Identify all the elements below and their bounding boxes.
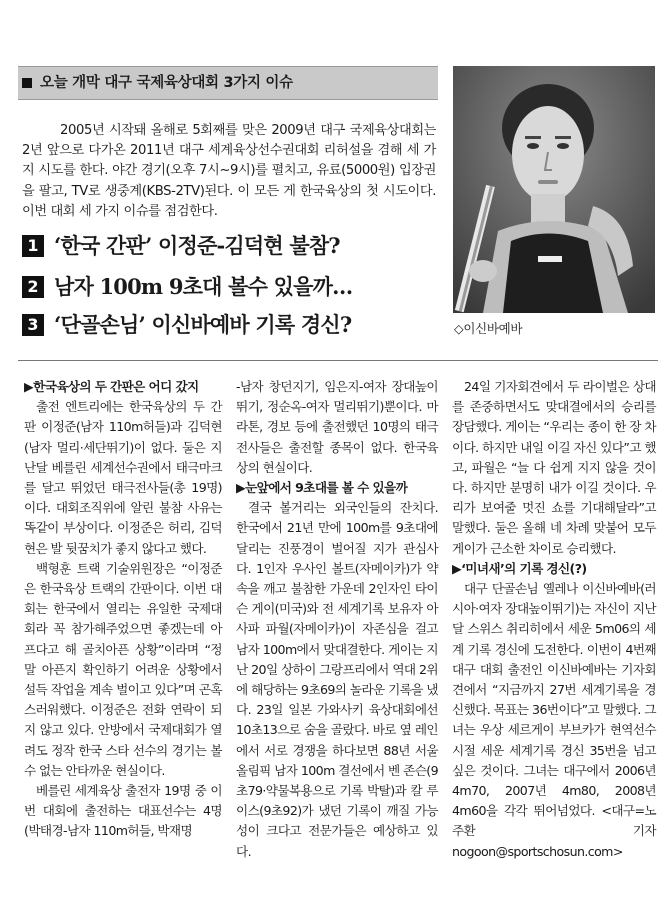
paragraph: 베를린 세계육상 출전자 19명 중 이번 대회에 출전하는 대표선수는 4명(박태경-남자 110m허들, 박재명 xyxy=(24,783,222,839)
intro-paragraph: 2005년 시작돼 올해로 5회째를 맞은 2009년 대구 국제육상대회는 2년 앞으로 다가온 2011년 대구 세계육상선수권대회 리허설을 겸해 세 가지 시도를 한다. 야간 경기(오후 7시~9시)를 펼치고, 유료(5000원) 입장권을 팔고, TV로 생중계(KBS-2TV)된다. 이 모든 게 한국육상의 첫 시도이다. 이번 대회 세 가지 이슈를 점검한다. xyxy=(22,123,436,219)
issue-text-2: 남자 100m 9초대 볼수 있을까… xyxy=(54,274,353,299)
paragraph: 대구 단골손님 옐레나 이신바예바(러시아·여자 장대높이뛰기)는 자신이 지난달 스위스 취리히에서 세운 5m06의 세계 기록 경신에 도전한다. 이번이 4번째 대구 대회 출전인 이신바예바는 기자회견에서 “지금까지 27번 세계기록을 경신했다. 목표는 36번이다”고 말했다. 그녀는 우상 세르게이 부브카가 현역선수 시절 세운 세계기록 경신 35번을 넘고 싶은 것이다. 그녀는 대구에서 2006년 4m70, 2007년 4m80, 2008년 4m60을 각각 뛰어넘었다. <대구=노주환 기자 nogoon@sportschosun.com> xyxy=(452,581,656,859)
article-column-3 xyxy=(452,377,656,862)
section-divider xyxy=(18,360,658,361)
paragraph: 24일 기자회견에서 두 라이벌은 상대를 존중하면서도 맞대결에서의 승리를 장담했다. 게이는 “우리는 종이 한 장 차이다. 하지만 내일 이길 자신 있다”고 했고, 파월은 “늘 다 쉽게 지지 않을 것이다. 하지만 분명히 내가 이길 것이다. 우리가 보여줄 멋진 쇼를 기대해달라”고 말했다. 둘은 올해 네 차례 맞붙어 모두 게이가 근소한 차이로 승리했다. xyxy=(452,379,656,556)
subheading-1: ▶한국육상의 두 간판은 어디 갔지 xyxy=(24,379,199,394)
article-column-1 xyxy=(24,377,222,842)
issue-1 xyxy=(22,231,340,261)
header-bullet xyxy=(22,78,32,88)
athlete-photo xyxy=(453,66,655,313)
issue-number-3: 3 xyxy=(22,314,44,336)
photo-caption: ◇이신바예바 xyxy=(454,321,523,336)
article-column-2 xyxy=(236,377,438,862)
paragraph: 백형훈 트랙 기술위원장은 “이정준은 한국육상 트랙의 간판이다. 이번 대회는 한국에서 열리는 유일한 국제대회라 꼭 참가해주었으면 좋겠는데 아프다고 해 골치아픈 상황”이라며 “정말 아픈지 확인하기 어려운 상황에서 설득 작업을 계속 벌이고 있다”며 곤혹스러워했다. 이정준은 전화 연락이 되지 않고 있다. 안방에서 국제대회가 열려도 정작 한국 스타 선수의 경기는 볼 수 없는 안타까운 현실이다. xyxy=(24,560,222,778)
athlete-photo-image xyxy=(453,66,655,313)
paragraph: 결국 볼거리는 외국인들의 잔치다. 한국에서 21년 만에 100m를 9초대에 달리는 진풍경이 벌어질 지가 관심사다. 1인자 우사인 볼트(자메이카)가 약속을 깨고 불참한 가운데 2인자인 타이슨 게이(미국)와 전 세계기록 보유자 아사파 파월(자메이카)이 자존심을 걸고 남자 100m에서 맞대결한다. 게이는 지난 20일 상하이 그랑프리에서 역대 2위에 해당하는 9초69의 놀라운 기록을 냈다. 23일 일본 가와사키 육상대회에선 10초13으로 숨을 골랐다. 바로 옆 레인에서 서로 경쟁을 하다보면 88년 서울올림픽 남자 100m 결선에서 벤 존슨(9초79·약물복용으로 기록 박탈)과 칼 루이스(9초92)가 냈던 기록이 깨질 가능성이 크다고 전문가들은 예상하고 있다. xyxy=(236,500,438,859)
issue-text-3: ‘단골손님’ 이신바예바 기록 경신? xyxy=(54,312,352,337)
issue-number-2: 2 xyxy=(22,276,44,298)
paragraph-continued: -남자 창던지기, 임은지-여자 장대높이뛰기, 정순옥-여자 멀리뛰기)뿐이다. 마라톤, 경보 등에 출전했던 10명의 태극전사들은 출전할 종목이 없다. 한국육상의 현실이다. xyxy=(236,379,438,475)
issue-3 xyxy=(22,310,351,340)
issue-text-1: ‘한국 간판’ 이정준-김덕현 불참? xyxy=(54,233,340,258)
subheading-2: ▶눈앞에서 9초대를 볼 수 있을까 xyxy=(236,480,408,496)
issue-number-1: 1 xyxy=(22,235,44,257)
paragraph: 출전 엔트리에는 한국육상의 두 간판 이정준(남자 110m허들)과 김덕현(남자 멀리·세단뛰기)이 없다. 둘은 지난달 베를린 세계선수권에서 태극마크를 달고 뛰었던 태극전사들(총 19명)이다. 대회조직위에 알린 불참 사유는 똑같이 부상이다. 이정준은 허리, 김덕현은 발 뒷꿈치가 좋지 않다고 했다. xyxy=(24,399,222,556)
issue-2 xyxy=(22,272,352,302)
article-headline: 오늘 개막 대구 국제육상대회 3가지 이슈 xyxy=(40,75,293,91)
subheading-3: ▶‘미녀새’의 기록 경신(?) xyxy=(452,560,587,576)
